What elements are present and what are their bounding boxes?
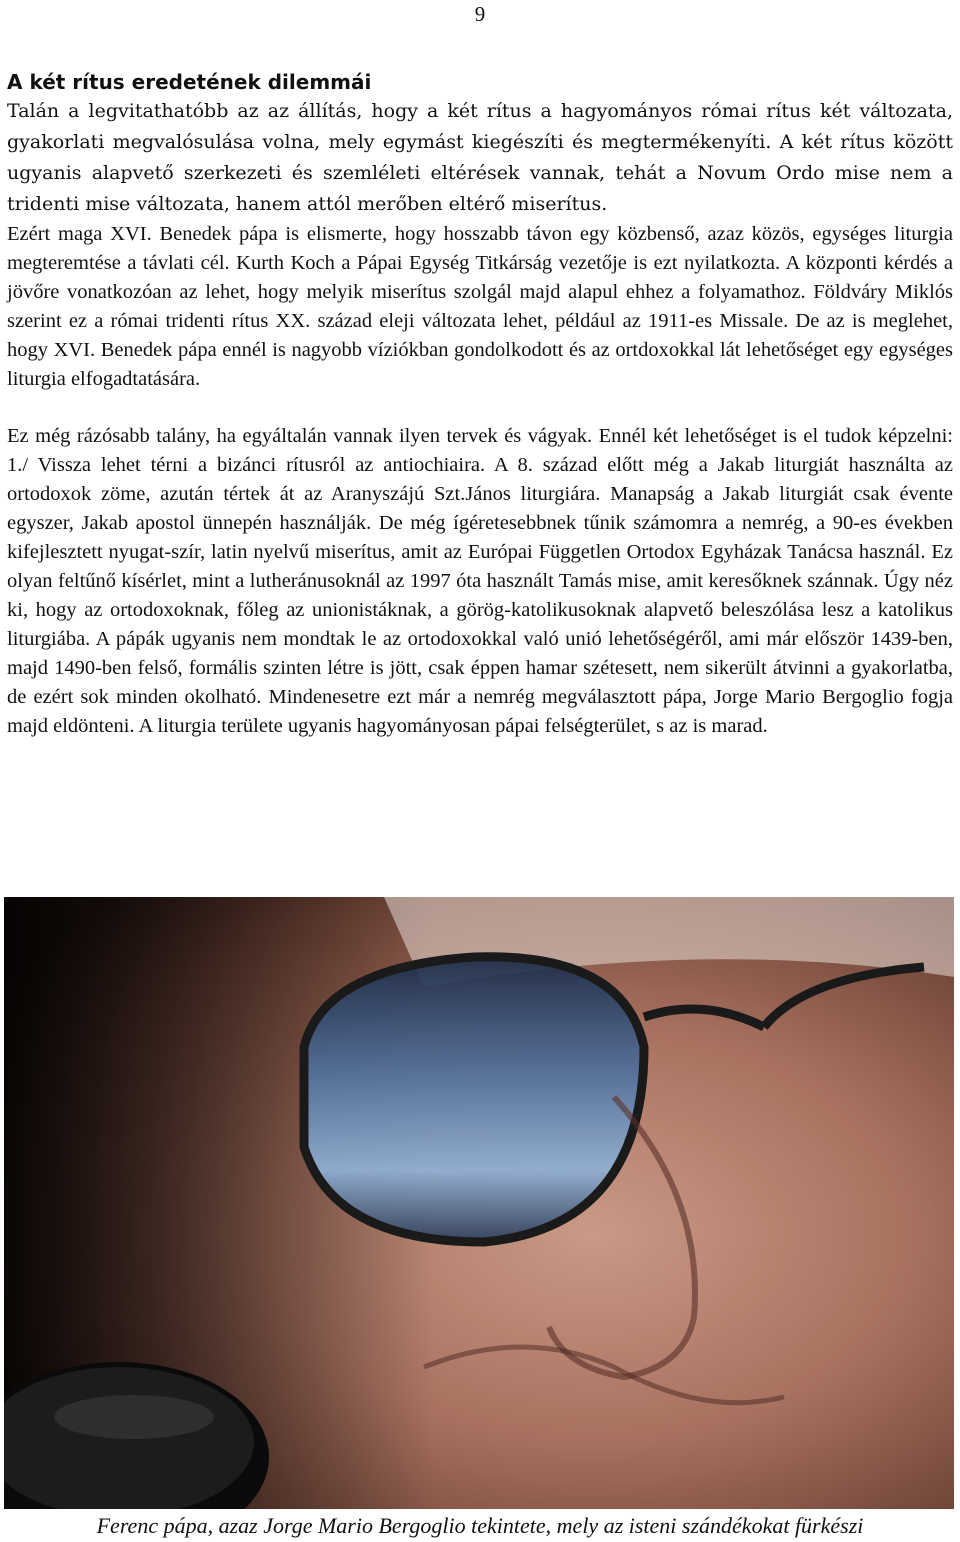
photo-caption: Ferenc pápa, azaz Jorge Mario Bergoglio tekintete, mely az isteni szándékokat fürkészi <box>96 1513 864 1538</box>
portrait-photo <box>4 897 954 1509</box>
paragraph-2: Ezért maga XVI. Benedek pápa is elismerte, hogy hosszabb távon egy közbenső, azaz közös, egységes liturgia megteremtése a távlati cél. Kurth Koch a Pápai Egység Titkárság vezetője is ezt nyilatkozta. A központi kérdés a jövőre vonatkozóan az lehet, hogy melyik miserítus szolgál majd alapul ehhez a folyamathoz. Földváry Miklós szerint ez a római tridenti rítus XX. század eleji változata lehet, például az 1911-es Missale. De az is meglehet, hogy XVI. Benedek pápa ennél is nagyobb víziókban gondolkodott és az ortdoxokkal lát lehetőséget egy egységes liturgia elfogadtatására. <box>7 223 953 390</box>
paragraph-1: Talán a legvitathatóbb az az állítás, hogy a két rítus a hagyományos római rítus két változata, gyakorlati megvalósulása volna, mely egymást kiegészíti és megtermékenyíti. A két rítus között ugyanis alapvető szerkezeti és szemléleti eltérések vannak, tehát a Novum Ordo mise nem a tridenti mise változata, hanem attól merőben eltérő miserítus. <box>7 100 953 215</box>
article <box>7 68 953 741</box>
page-number: 9 <box>474 2 486 26</box>
paragraph-3: Ez még rázósabb talány, ha egyáltalán vannak ilyen tervek és vágyak. Ennél két lehetőséget is el tudok képzelni: 1./ Vissza lehet térni a bizánci rítusról az antiochiaira. A 8. század előtt még a Jakab liturgiát használta az ortodoxok zöme, azután tértek át az Aranyszájú Szt.János liturgiára. Manapság a Jakab liturgiát csak évente egyszer, Jakab apostol ünnepén használják. De még ígéretesebbnek tűnik számomra a nemrég, a 90-es években kifejlesztett nyugat-szír, latin nyelvű miserítus, amit az Európai Független Ortodox Egyházak Tanácsa használ. Ez olyan feltűnő kísérlet, mint a lutheránusoknál az 1997 óta használt Tamás mise, amit keresőknek szánnak. Úgy néz ki, hogy az ortodoxoknak, főleg az unionistáknak, a görög-katolikusoknak alapvető beleszólása lesz a katolikus liturgiába. A pápák ugyanis nem mondtak le az ortodoxokkal való unió lehetőségéről, ami már először 1439-ben, majd 1490-ben felső, formális szinten létre is jött, csak éppen hamar szétesett, nem sikerült átvinni a gyakorlatba, de ezért sok minden okolható. Mindenesetre ezt már a nemrég megválasztott pápa, Jorge Mario Bergoglio fogja majd eldönteni. A liturgia területe ugyanis hagyományosan pápai felségterület, s az is marad. <box>7 425 953 737</box>
section-heading: A két rítus eredetének dilemmái <box>7 70 372 94</box>
